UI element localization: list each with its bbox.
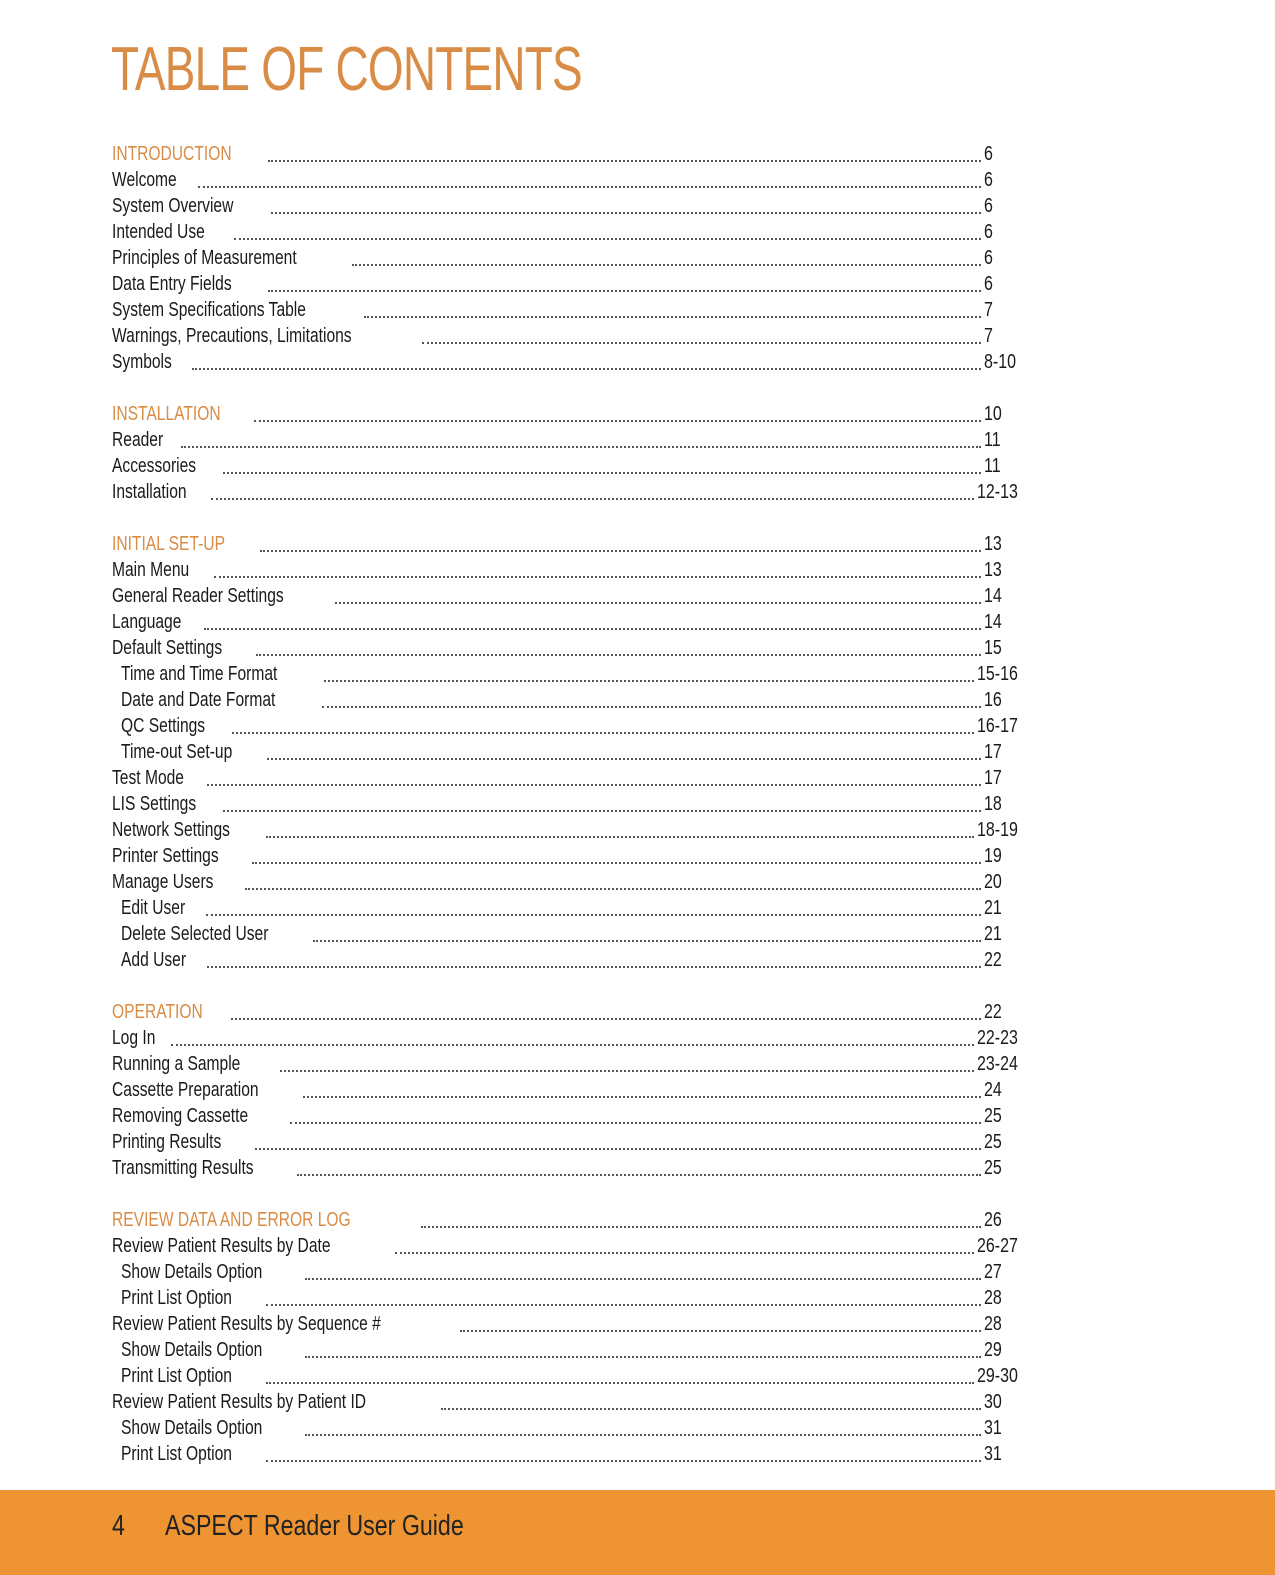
toc-entry-page	[984, 921, 1028, 947]
toc-entry-page	[984, 609, 1028, 635]
toc-entry-label-text: Installation	[112, 481, 187, 503]
toc-entry-page-number: 31	[984, 1443, 1002, 1465]
toc-entry-label	[121, 1363, 263, 1389]
dot-leader	[214, 576, 981, 578]
toc-entry-label	[112, 479, 208, 505]
footer-page-number: 4	[112, 1510, 125, 1542]
toc-entry-label	[112, 1025, 168, 1051]
toc-entry-page-number: 25	[984, 1105, 1002, 1127]
dot-leader	[313, 940, 981, 942]
dot-leader	[322, 706, 981, 708]
dot-leader	[297, 1174, 981, 1176]
toc-entry-label-text: Network Settings	[112, 819, 230, 841]
toc-entry[interactable]	[112, 817, 1028, 843]
toc-entry-page	[977, 713, 1028, 739]
toc-entry-label	[112, 193, 268, 219]
toc-entry-page	[977, 479, 1028, 505]
toc-section	[112, 1207, 1028, 1467]
toc-entry-page	[984, 453, 1028, 479]
toc-subentry[interactable]	[112, 1441, 1028, 1467]
toc-entry-page	[984, 193, 1028, 219]
toc-entry-label	[112, 1311, 457, 1337]
toc-entry-page	[977, 817, 1028, 843]
dot-leader	[305, 1356, 981, 1358]
toc-entry-page	[977, 661, 1028, 687]
dot-leader	[441, 1408, 981, 1410]
toc-entry-page	[984, 791, 1028, 817]
toc-entry-label-text: Language	[112, 611, 182, 633]
dot-leader	[207, 966, 981, 968]
toc-entry-page-number: 21	[984, 897, 1002, 919]
toc-entry-label-text: Removing Cassette	[112, 1105, 249, 1127]
toc-entry[interactable]	[112, 427, 1028, 453]
dot-leader	[192, 368, 981, 370]
toc-subentry[interactable]	[112, 947, 1028, 973]
toc-entry[interactable]	[112, 583, 1028, 609]
toc-entry-page	[984, 843, 1028, 869]
toc-entry-label-text: INSTALLATION	[112, 403, 221, 425]
dot-leader	[352, 264, 981, 266]
toc-entry[interactable]	[112, 1103, 1028, 1129]
toc-entry-label	[121, 661, 321, 687]
toc-entry[interactable]	[112, 323, 1028, 349]
toc-entry-page-number: 6	[984, 273, 993, 295]
toc-entry-page-number: 8-10	[984, 351, 1017, 373]
toc-entry-label	[121, 1285, 263, 1311]
dot-leader	[266, 836, 974, 838]
dot-leader	[305, 1434, 981, 1436]
toc-entry-page-number: 27	[984, 1261, 1002, 1283]
toc-entry-page-number: 31	[984, 1417, 1002, 1439]
toc-section	[112, 401, 1028, 505]
toc-entry-label	[112, 999, 228, 1025]
toc-entry-label-text: Printing Results	[112, 1131, 222, 1153]
toc-entry[interactable]	[112, 245, 1028, 271]
toc-entry-page-number: 10	[984, 403, 1002, 425]
toc-entry-page	[984, 739, 1028, 765]
toc-subentry[interactable]	[112, 661, 1028, 687]
dot-leader	[268, 290, 981, 292]
toc-entry-label-text: System Specifications Table	[112, 299, 306, 321]
toc-entry[interactable]	[112, 219, 1028, 245]
toc-entry-label-text: Review Patient Results by Sequence #	[112, 1313, 381, 1335]
toc-entry-label	[121, 895, 203, 921]
toc-entry-label	[112, 349, 189, 375]
toc-section-heading[interactable]	[112, 999, 1028, 1025]
dot-leader	[206, 914, 981, 916]
dot-leader	[303, 1096, 981, 1098]
toc-entry-page	[984, 1155, 1028, 1181]
toc-entry-label-text: Print List Option	[121, 1443, 232, 1465]
toc-entry-page-number: 7	[984, 299, 993, 321]
toc-entry-page-number: 6	[984, 247, 993, 269]
dot-leader	[266, 1304, 981, 1306]
toc-entry-page	[977, 1233, 1028, 1259]
dot-leader	[266, 1460, 981, 1462]
toc-entry-label	[112, 1389, 438, 1415]
toc-entry[interactable]	[112, 167, 1028, 193]
toc-entry-page	[984, 141, 1028, 167]
toc-entry-label	[112, 401, 251, 427]
toc-entry-page-number: 16	[984, 689, 1002, 711]
toc-entry-label-text: Review Patient Results by Date	[112, 1235, 331, 1257]
dot-leader	[198, 186, 981, 188]
toc-entry-page-number: 19	[984, 845, 1002, 867]
toc-entry-page-number: 22	[984, 949, 1002, 971]
toc-entry-page-number: 6	[984, 221, 993, 243]
toc-entry-label-text: Intended Use	[112, 221, 205, 243]
toc-entry-label-text: INTRODUCTION	[112, 143, 232, 165]
toc-entry[interactable]	[112, 1389, 1028, 1415]
toc-entry-page	[984, 1129, 1028, 1155]
toc-entry-page-number: 6	[984, 169, 993, 191]
toc-entry[interactable]	[112, 453, 1028, 479]
dot-leader	[211, 498, 974, 500]
toc-entry-page-number: 17	[984, 741, 1002, 763]
toc-entry[interactable]	[112, 557, 1028, 583]
dot-leader	[255, 1148, 981, 1150]
toc-entry-label	[112, 1233, 392, 1259]
toc-entry-label-text: Edit User	[121, 897, 186, 919]
toc-entry-label-text: LIS Settings	[112, 793, 197, 815]
dot-leader	[181, 446, 981, 448]
toc-entry-page	[984, 401, 1028, 427]
toc-entry-page	[984, 765, 1028, 791]
toc-entry-label	[112, 557, 211, 583]
dot-leader	[271, 212, 981, 214]
toc-entry-page-number: 25	[984, 1131, 1002, 1153]
toc-entry-page	[977, 1025, 1028, 1051]
toc-entry[interactable]	[112, 609, 1028, 635]
toc-entry-page-number: 6	[984, 143, 993, 165]
toc-entry-label-text: Default Settings	[112, 637, 223, 659]
toc-entry-label	[112, 245, 349, 271]
toc-entry-label	[112, 323, 419, 349]
toc-entry-page	[984, 245, 1028, 271]
toc-entry-label	[112, 635, 253, 661]
toc-entry-label	[112, 297, 361, 323]
dot-leader	[305, 1278, 981, 1280]
dot-leader	[260, 550, 981, 552]
toc-entry-label-text: Review Patient Results by Patient ID	[112, 1391, 367, 1413]
toc-entry-page	[984, 349, 1028, 375]
toc-entry-page-number: 11	[984, 429, 1001, 451]
toc-entry-label	[112, 765, 204, 791]
toc-entry-label	[112, 1129, 252, 1155]
toc-entry-page	[984, 557, 1028, 583]
toc-entry-page-number: 25	[984, 1157, 1002, 1179]
toc-entry-page-number: 22	[984, 1001, 1002, 1023]
toc-subentry[interactable]	[112, 1363, 1028, 1389]
toc-entry-label	[112, 531, 257, 557]
toc-entry-page	[977, 1051, 1028, 1077]
dot-leader	[268, 160, 981, 162]
toc-entry-page-number: 29	[984, 1339, 1002, 1361]
toc-entry-page-number: 28	[984, 1313, 1002, 1335]
toc-section-heading[interactable]	[112, 531, 1028, 557]
toc-entry[interactable]	[112, 869, 1028, 895]
toc-entry-page	[984, 1441, 1028, 1467]
toc-entry-label	[121, 1259, 302, 1285]
dot-leader	[207, 784, 981, 786]
toc-entry[interactable]	[112, 843, 1028, 869]
dot-leader	[231, 1018, 981, 1020]
toc-entry-label-text: Warnings, Precautions, Limitations	[112, 325, 352, 347]
toc-entry-label-text: Accessories	[112, 455, 197, 477]
page-title: TABLE OF CONTENTS	[111, 35, 582, 104]
dot-leader	[422, 342, 981, 344]
toc-entry-label	[112, 791, 220, 817]
toc-entry-label	[112, 271, 265, 297]
dot-leader	[223, 472, 981, 474]
toc-entry-page-number: 18	[984, 793, 1002, 815]
footer-bar	[0, 1490, 1275, 1575]
toc-entry-label-text: Add User	[121, 949, 187, 971]
toc-entry[interactable]	[112, 1077, 1028, 1103]
toc-entry-page-number: 22-23	[976, 1027, 1018, 1049]
toc-subentry[interactable]	[112, 687, 1028, 713]
toc-entry[interactable]	[112, 1129, 1028, 1155]
dot-leader	[245, 888, 981, 890]
toc-entry-label-text: Time-out Set-up	[121, 741, 233, 763]
toc-entry-page-number: 15-16	[976, 663, 1018, 685]
toc-entry-label-text: General Reader Settings	[112, 585, 284, 607]
toc-entry-page	[984, 297, 1028, 323]
toc-entry-label-text: Cassette Preparation	[112, 1079, 259, 1101]
dot-leader	[324, 680, 973, 682]
toc-entry-label	[121, 947, 204, 973]
dot-leader	[234, 238, 981, 240]
toc-entry-page-number: 29-30	[976, 1365, 1018, 1387]
toc-entry-page-number: 13	[984, 533, 1002, 555]
toc-entry[interactable]	[112, 1025, 1028, 1051]
toc-entry-label	[112, 609, 201, 635]
toc-entry-page	[984, 1259, 1028, 1285]
toc-entry-label-text: Running a Sample	[112, 1053, 241, 1075]
dot-leader	[290, 1122, 981, 1124]
toc-entry-label-text: Welcome	[112, 169, 177, 191]
toc-entry-label	[121, 739, 264, 765]
toc-entry-label	[112, 869, 242, 895]
footer-guide-title: ASPECT Reader User Guide	[165, 1510, 464, 1542]
toc-entry-label	[112, 1155, 294, 1181]
toc-entry-label	[112, 817, 263, 843]
toc-entry-page-number: 26-27	[976, 1235, 1018, 1257]
toc-entry-page	[984, 1207, 1028, 1233]
toc-entry-page-number: 18-19	[976, 819, 1018, 841]
toc-entry-label-text: Show Details Option	[121, 1261, 263, 1283]
toc-entry-label	[112, 583, 332, 609]
toc-entry-page	[984, 531, 1028, 557]
toc-entry-label	[112, 1051, 277, 1077]
toc-entry-label-text: Reader	[112, 429, 164, 451]
toc-entry-page	[984, 323, 1028, 349]
toc-entry-label-text: REVIEW DATA AND ERROR LOG	[112, 1209, 351, 1231]
toc-entry-page	[984, 1415, 1028, 1441]
toc-entry-page-number: 16-17	[976, 715, 1018, 737]
toc-entry-page-number: 7	[984, 325, 993, 347]
toc-entry-label-text: Manage Users	[112, 871, 214, 893]
dot-leader	[364, 316, 981, 318]
toc-entry-page	[984, 1337, 1028, 1363]
toc-entry-page	[984, 271, 1028, 297]
dot-leader	[171, 1044, 974, 1046]
toc-entry-page	[984, 1311, 1028, 1337]
toc-entry-label-text: Time and Time Format	[121, 663, 278, 685]
dot-leader	[395, 1252, 974, 1254]
toc-entry-label-text: QC Settings	[121, 715, 206, 737]
dot-leader	[460, 1330, 981, 1332]
toc-entry-page-number: 21	[984, 923, 1002, 945]
toc-entry-page	[984, 895, 1028, 921]
toc-entry[interactable]	[112, 193, 1028, 219]
toc-entry-label-text: Data Entry Fields	[112, 273, 232, 295]
toc-entry-page	[984, 1077, 1028, 1103]
toc-entry-page-number: 14	[984, 611, 1002, 633]
toc-entry-page-number: 6	[984, 195, 993, 217]
toc-subentry[interactable]	[112, 1285, 1028, 1311]
toc-entry-label-text: Main Menu	[112, 559, 190, 581]
toc-entry-label	[121, 1441, 263, 1467]
toc-section	[112, 531, 1028, 973]
toc-entry-label	[112, 141, 265, 167]
toc-entry-page-number: 13	[984, 559, 1002, 581]
toc-subentry[interactable]	[112, 921, 1028, 947]
toc-entry[interactable]	[112, 349, 1028, 375]
toc-entry-page-number: 11	[984, 455, 1001, 477]
toc-entry-label-text: Test Mode	[112, 767, 184, 789]
toc-entry-page	[984, 1389, 1028, 1415]
dot-leader	[223, 810, 981, 812]
toc-entry-label-text: Delete Selected User	[121, 923, 269, 945]
toc-entry-label-text: OPERATION	[112, 1001, 203, 1023]
toc-subentry[interactable]	[112, 1415, 1028, 1441]
toc-entry-page	[984, 869, 1028, 895]
toc-subentry[interactable]	[112, 1259, 1028, 1285]
toc-entry-page	[984, 1103, 1028, 1129]
toc-entry-label	[112, 1103, 287, 1129]
toc-entry-page	[984, 583, 1028, 609]
toc-entry[interactable]	[112, 271, 1028, 297]
toc-entry-label-text: Print List Option	[121, 1365, 232, 1387]
toc-entry-page-number: 12-13	[976, 481, 1018, 503]
toc-entry-label	[121, 921, 310, 947]
toc-entry-label	[112, 1207, 418, 1233]
toc-subentry[interactable]	[112, 1337, 1028, 1363]
dot-leader	[254, 420, 981, 422]
table-of-contents	[112, 141, 1028, 1493]
toc-section-heading[interactable]	[112, 401, 1028, 427]
toc-entry-page	[984, 687, 1028, 713]
toc-entry[interactable]	[112, 1155, 1028, 1181]
toc-entry-label	[121, 713, 229, 739]
toc-entry-page-number: 14	[984, 585, 1002, 607]
toc-entry[interactable]	[112, 765, 1028, 791]
toc-entry-label	[112, 219, 231, 245]
toc-entry-label-text: Symbols	[112, 351, 172, 373]
toc-section-heading[interactable]	[112, 141, 1028, 167]
toc-entry-label	[112, 167, 195, 193]
dot-leader	[256, 654, 981, 656]
toc-entry-label-text: Printer Settings	[112, 845, 219, 867]
toc-entry-page-number: 28	[984, 1287, 1002, 1309]
toc-entry-label-text: Show Details Option	[121, 1417, 263, 1439]
toc-entry-label-text: Principles of Measurement	[112, 247, 297, 269]
toc-entry-page	[984, 635, 1028, 661]
toc-entry[interactable]	[112, 1311, 1028, 1337]
toc-subentry[interactable]	[112, 895, 1028, 921]
toc-entry-label	[112, 843, 249, 869]
toc-entry-page	[984, 167, 1028, 193]
toc-entry-label-text: Transmitting Results	[112, 1157, 254, 1179]
toc-entry-page-number: 23-24	[976, 1053, 1018, 1075]
dot-leader	[266, 1382, 974, 1384]
toc-entry-label	[121, 1337, 302, 1363]
toc-entry-page-number: 15	[984, 637, 1002, 659]
toc-entry-page	[984, 427, 1028, 453]
toc-entry-label	[121, 687, 319, 713]
toc-entry-label	[121, 1415, 302, 1441]
toc-entry-label	[112, 1077, 300, 1103]
toc-entry-label-text: Date and Date Format	[121, 689, 276, 711]
toc-subentry[interactable]	[112, 713, 1028, 739]
toc-entry-page	[984, 219, 1028, 245]
toc-entry-page	[984, 1285, 1028, 1311]
toc-entry-page-number: 26	[984, 1209, 1002, 1231]
toc-entry[interactable]	[112, 1051, 1028, 1077]
toc-section	[112, 999, 1028, 1181]
toc-entry[interactable]	[112, 479, 1028, 505]
toc-entry-page	[984, 999, 1028, 1025]
toc-entry-label-text: System Overview	[112, 195, 234, 217]
toc-entry-page	[977, 1363, 1028, 1389]
dot-leader	[232, 732, 974, 734]
toc-subentry[interactable]	[112, 739, 1028, 765]
toc-entry-label-text: Print List Option	[121, 1287, 232, 1309]
dot-leader	[204, 628, 981, 630]
toc-entry[interactable]	[112, 1233, 1028, 1259]
toc-section-heading[interactable]	[112, 1207, 1028, 1233]
toc-entry-page	[984, 947, 1028, 973]
dot-leader	[252, 862, 981, 864]
toc-entry-label-text: Show Details Option	[121, 1339, 263, 1361]
toc-entry-page-number: 24	[984, 1079, 1002, 1101]
toc-entry-page-number: 30	[984, 1391, 1002, 1413]
toc-entry-label	[112, 453, 220, 479]
toc-entry-label	[112, 427, 178, 453]
toc-entry-page-number: 20	[984, 871, 1002, 893]
toc-entry-label-text: INITIAL SET-UP	[112, 533, 225, 555]
toc-entry[interactable]	[112, 791, 1028, 817]
toc-entry[interactable]	[112, 297, 1028, 323]
toc-entry[interactable]	[112, 635, 1028, 661]
toc-entry-page-number: 17	[984, 767, 1002, 789]
toc-section	[112, 141, 1028, 375]
dot-leader	[335, 602, 981, 604]
toc-entry-label-text: Log In	[112, 1027, 156, 1049]
dot-leader	[280, 1070, 974, 1072]
dot-leader	[421, 1226, 981, 1228]
dot-leader	[267, 758, 981, 760]
